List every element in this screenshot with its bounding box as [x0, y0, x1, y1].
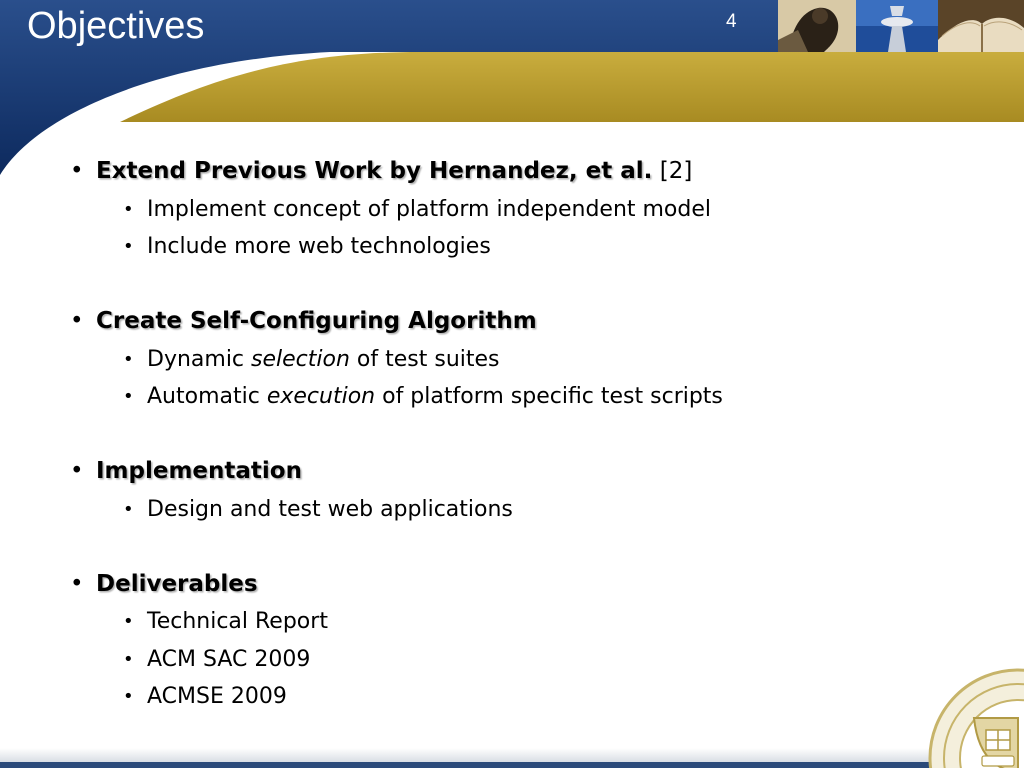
lighthouse-photo — [856, 0, 938, 52]
sub-bullet — [70, 678, 930, 716]
bullet-icon: • — [123, 348, 134, 370]
slide-title: Objectives — [27, 5, 205, 47]
open-book-photo — [938, 0, 1024, 52]
reference-marker: [2] — [659, 158, 693, 184]
bullet-icon: • — [70, 308, 84, 334]
sub-bullet-text: Technical Report — [147, 609, 328, 634]
bullet-icon: • — [70, 458, 84, 484]
sub-bullet-text: ACMSE 2009 — [147, 684, 287, 709]
bullet-implementation — [70, 453, 930, 491]
bullet-icon: • — [123, 498, 134, 520]
bullet-deliverables — [70, 566, 930, 604]
sub-bullet — [70, 491, 930, 529]
bullet-icon: • — [123, 611, 134, 632]
sub-bullet-text: Design and test web applications — [147, 496, 513, 522]
slide-body — [70, 153, 930, 716]
sub-bullet — [70, 603, 930, 641]
sub-bullet-text: ACM SAC 2009 — [147, 646, 311, 672]
sub-bullet-text-emphasis: execution — [266, 384, 376, 409]
sub-bullet-text-post: of platform specific test scripts — [375, 384, 723, 409]
bullet-create-algorithm — [70, 303, 930, 341]
bullet-icon: • — [123, 648, 134, 670]
sub-bullet — [70, 378, 930, 416]
sub-bullet-text-pre: Automatic — [147, 384, 267, 409]
sub-bullet — [70, 341, 930, 379]
sub-bullet-text: Include more web technologies — [147, 234, 491, 259]
bullet-icon: • — [123, 236, 134, 257]
bullet-extend-previous-work — [70, 153, 930, 191]
sub-bullet-text-post: of test suites — [349, 346, 500, 372]
section-heading: Implementation — [96, 458, 302, 484]
statue-photo — [778, 0, 856, 52]
bullet-icon: • — [70, 158, 84, 184]
sub-bullet-text-emphasis: selection — [251, 346, 350, 372]
bullet-icon: • — [123, 198, 134, 220]
bullet-icon: • — [123, 686, 134, 707]
slide-number: 4 — [726, 11, 737, 32]
section-heading: Create Self-Configuring Algorithm — [96, 308, 537, 334]
sub-bullet-text: Implement concept of platform independent model — [147, 196, 712, 222]
sub-bullet-text-pre: Dynamic — [147, 346, 252, 372]
sub-bullet — [70, 191, 930, 229]
bullet-icon: • — [123, 386, 134, 407]
sub-bullet — [70, 641, 930, 679]
section-heading: Extend Previous Work by Hernandez, et al. — [96, 158, 653, 184]
sub-bullet — [70, 228, 930, 266]
section-heading: Deliverables — [96, 570, 258, 597]
bullet-icon: • — [70, 570, 84, 597]
header-photo-strip — [778, 0, 1024, 52]
university-seal-icon — [926, 664, 1024, 768]
